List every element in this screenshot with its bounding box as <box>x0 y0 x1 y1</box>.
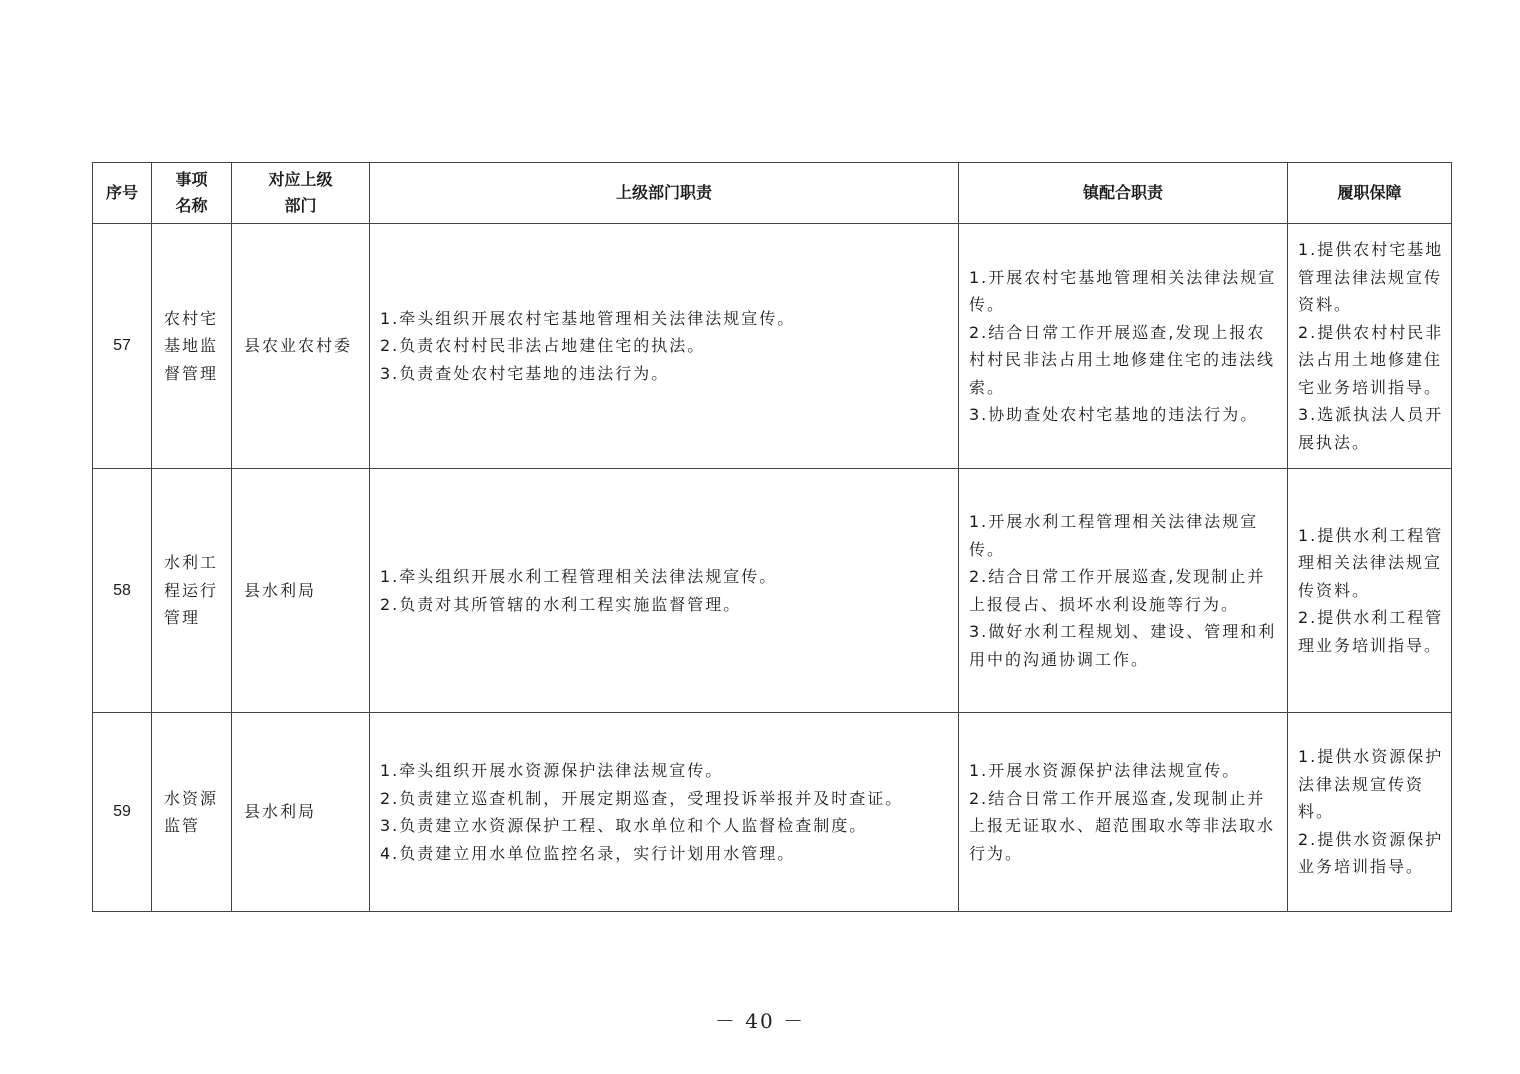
duty-line: 2.负责建立巡查机制，开展定期巡查，受理投诉举报并及时查证。 <box>380 788 904 808</box>
duty-line: 2.结合日常工作开展巡查,发现制止并上报无证取水、超范围取水等非法取水行为。 <box>969 788 1276 863</box>
table-row <box>93 713 1452 912</box>
table-row <box>93 224 1452 469</box>
header-guarantee: 履职保障 <box>1288 163 1452 224</box>
guarantee-line: 3.选派执法人员开展执法。 <box>1298 405 1444 452</box>
duty-line: 1.牵头组织开展农村宅基地管理相关法律法规宣传。 <box>380 308 796 328</box>
duty-table <box>92 162 1452 912</box>
header-town-duty: 镇配合职责 <box>959 163 1288 224</box>
item-name: 水资源监管 <box>152 713 232 912</box>
guarantee-line: 2.提供农村村民非法占用土地修建住宅业务培训指导。 <box>1298 322 1444 397</box>
duty-line: 3.负责查处农村宅基地的违法行为。 <box>380 363 670 383</box>
duty-line: 1.开展水利工程管理相关法律法规宣传。 <box>969 512 1259 559</box>
duty-line: 2.负责对其所管辖的水利工程实施监督管理。 <box>380 594 742 614</box>
row-number: 58 <box>93 469 152 713</box>
upper-duty-cell <box>370 469 959 713</box>
town-duty-cell <box>959 224 1288 469</box>
header-name-line: 事项 <box>175 170 208 189</box>
header-name <box>152 163 232 224</box>
header-name-line: 名称 <box>175 196 208 215</box>
duty-line: 2.结合日常工作开展巡查,发现上报农村村民非法占用土地修建住宅的违法线索。 <box>969 322 1276 397</box>
guarantee-line: 1.提供农村宅基地管理法律法规宣传资料。 <box>1298 240 1444 314</box>
header-dept-line: 部门 <box>284 196 317 215</box>
page-number: － 40 － <box>714 1009 806 1033</box>
upper-duty-cell <box>370 224 959 469</box>
duty-line: 1.开展农村宅基地管理相关法律法规宣传。 <box>969 267 1277 314</box>
table-row <box>93 469 1452 713</box>
guarantee-cell <box>1288 469 1452 713</box>
duty-line: 1.牵头组织开展水资源保护法律法规宣传。 <box>380 761 724 780</box>
guarantee-line: 2.提供水资源保护业务培训指导。 <box>1298 829 1444 877</box>
header-dept-line: 对应上级 <box>268 170 333 189</box>
duty-line: 2.结合日常工作开展巡查,发现制止并上报侵占、损坏水利设施等行为。 <box>969 567 1266 614</box>
dept-name: 县农业农村委 <box>232 224 370 469</box>
duty-line: 3.负责建立水资源保护工程、取水单位和个人监督检查制度。 <box>380 816 868 835</box>
town-duty-cell <box>959 713 1288 912</box>
header-row <box>93 163 1452 224</box>
guarantee-line: 2.提供水利工程管理业务培训指导。 <box>1298 608 1444 655</box>
guarantee-line: 1.提供水资源保护法律法规宣传资料。 <box>1298 747 1444 822</box>
guarantee-line: 1.提供水利工程管理相关法律法规宣传资料。 <box>1298 525 1444 600</box>
item-name: 农村宅基地监督管理 <box>152 224 232 469</box>
duty-line: 1.牵头组织开展水利工程管理相关法律法规宣传。 <box>380 567 778 586</box>
item-name: 水利工程运行管理 <box>152 469 232 713</box>
guarantee-cell <box>1288 224 1452 469</box>
duty-line: 3.做好水利工程规划、建设、管理和利用中的沟通协调工作。 <box>969 622 1277 669</box>
duty-line: 2.负责农村村民非法占地建住宅的执法。 <box>380 336 706 356</box>
guarantee-cell <box>1288 713 1452 912</box>
header-dept <box>232 163 370 224</box>
row-number: 59 <box>93 713 152 912</box>
header-upper-duty: 上级部门职责 <box>370 163 959 224</box>
row-number: 57 <box>93 224 152 469</box>
duty-line: 1.开展水资源保护法律法规宣传。 <box>969 761 1241 780</box>
duty-line: 3.协助查处农村宅基地的违法行为。 <box>969 405 1259 424</box>
town-duty-cell <box>959 469 1288 713</box>
dept-name: 县水利局 <box>232 469 370 713</box>
upper-duty-cell <box>370 713 959 912</box>
dept-name: 县水利局 <box>232 713 370 912</box>
duty-line: 4.负责建立用水单位监控名录，实行计划用水管理。 <box>380 843 796 863</box>
header-no: 序号 <box>93 163 152 224</box>
